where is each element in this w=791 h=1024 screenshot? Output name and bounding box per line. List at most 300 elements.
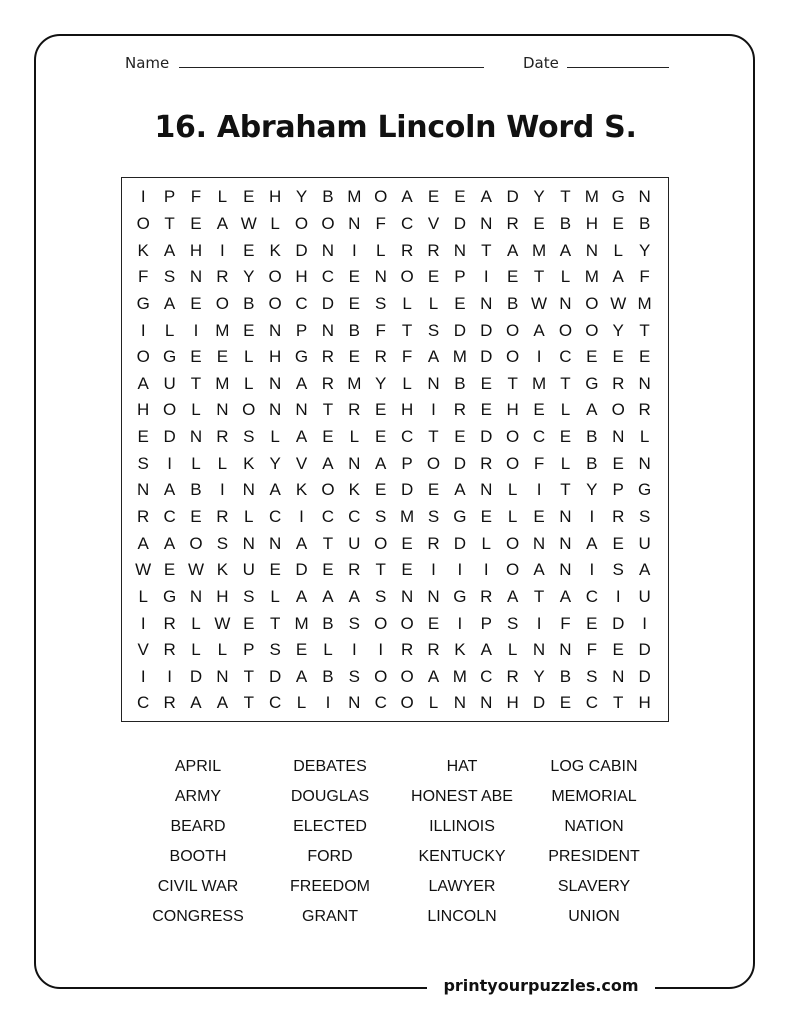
grid-letter: K (269, 240, 281, 260)
grid-letter: H (638, 693, 651, 713)
grid-letter: N (189, 427, 203, 447)
grid-letter: S (269, 640, 281, 660)
grid-letter: I (483, 560, 489, 580)
grid-letter: A (586, 400, 598, 420)
grid-letter: I (140, 187, 146, 207)
grid-letter: S (612, 560, 624, 580)
grid-letter: R (427, 640, 440, 660)
grid-letter: L (481, 533, 491, 553)
grid-letter: P (612, 480, 624, 500)
grid-letter: L (402, 293, 412, 313)
grid-letter: L (428, 693, 439, 713)
grid-letter: S (348, 666, 360, 686)
word-list-item: HONEST ABE (411, 788, 513, 805)
grid-letter: N (269, 320, 282, 340)
grid-letter: T (243, 693, 254, 713)
grid-letter: H (506, 693, 519, 713)
grid-letter: S (137, 453, 149, 473)
grid-letter: E (348, 347, 360, 367)
grid-letter: R (506, 213, 519, 233)
grid-letter: M (452, 347, 467, 367)
word-list-item: CONGRESS (152, 908, 244, 925)
grid-letter: T (322, 400, 334, 420)
grid-letter: N (638, 453, 651, 473)
grid-letter: O (215, 293, 229, 313)
date-label: Date (523, 54, 559, 72)
grid-letter: T (560, 480, 571, 500)
grid-letter: I (140, 613, 146, 633)
grid-letter: B (243, 293, 255, 313)
grid-letter: O (506, 533, 520, 553)
grid-letter: L (560, 400, 571, 420)
grid-letter: O (189, 533, 203, 553)
grid-letter: D (189, 666, 203, 686)
grid-letter: R (480, 586, 493, 606)
grid-letter: N (242, 480, 255, 500)
grid-letter: E (190, 347, 202, 367)
grid-letter: H (295, 267, 308, 287)
grid-letter: B (638, 213, 651, 233)
grid-letter: N (532, 640, 546, 660)
grid-letter: N (348, 693, 361, 713)
grid-letter: L (217, 187, 228, 207)
grid-letter: E (480, 373, 492, 393)
footer-site: printyourpuzzles.com (443, 976, 639, 995)
grid-letter: N (427, 373, 440, 393)
grid-letter: I (431, 560, 436, 580)
grid-letter: A (322, 586, 334, 606)
grid-letter: B (586, 453, 598, 473)
grid-letter: N (559, 507, 572, 526)
grid-letter: D (638, 666, 651, 686)
grid-letter: E (163, 560, 176, 580)
word-list-item: HAT (446, 758, 478, 775)
grid-letter: O (506, 453, 520, 473)
grid-letter: T (243, 666, 254, 686)
grid-letter: T (164, 213, 175, 233)
word-list-item: ELECTED (293, 818, 367, 835)
grid-letter: B (322, 187, 334, 207)
grid-letter: M (637, 293, 652, 313)
grid-letter: D (612, 613, 625, 633)
grid-letter: E (506, 267, 519, 287)
grid-letter: D (506, 187, 519, 207)
grid-letter: L (191, 400, 201, 420)
grid-letter: T (401, 320, 413, 340)
grid-letter: R (216, 427, 229, 447)
grid-letter: Y (269, 453, 281, 473)
grid-letter: O (321, 213, 335, 233)
grid-letter: O (400, 267, 414, 287)
grid-letter: E (322, 427, 334, 447)
grid-letter: N (480, 213, 493, 233)
grid-letter: N (559, 533, 572, 553)
grid-letter: A (295, 427, 308, 447)
grid-letter: A (533, 560, 545, 580)
grid-letter: I (325, 693, 331, 713)
grid-letter: N (453, 693, 467, 713)
grid-letter: D (321, 293, 335, 313)
grid-letter: I (220, 480, 225, 500)
grid-letter: K (454, 640, 466, 660)
grid-letter: S (348, 613, 360, 633)
grid-letter: V (427, 213, 440, 233)
grid-letter: O (400, 693, 414, 713)
grid-letter: N (585, 240, 598, 260)
grid-letter: T (428, 427, 439, 447)
grid-letter: Y (243, 267, 255, 287)
grid-letter: L (639, 427, 650, 447)
grid-letter: E (427, 480, 440, 500)
grid-letter: N (321, 240, 335, 260)
grid-letter: R (163, 693, 176, 713)
grid-letter: N (216, 400, 229, 420)
grid-letter: A (295, 533, 308, 553)
grid-letter: Y (375, 373, 387, 393)
grid-letter: O (400, 613, 414, 633)
word-list-item: DOUGLAS (290, 788, 370, 805)
grid-letter: N (321, 320, 335, 340)
grid-letter: C (137, 693, 150, 713)
grid-letter: B (322, 666, 334, 686)
grid-letter: I (536, 480, 542, 500)
grid-letter: O (374, 187, 388, 207)
grid-letter: U (242, 560, 255, 580)
grid-letter: F (560, 613, 571, 633)
grid-letter: T (639, 320, 650, 340)
grid-letter: R (216, 507, 229, 526)
grid-letter: R (480, 453, 493, 473)
grid-letter: E (243, 613, 255, 633)
grid-letter: G (611, 187, 625, 207)
word-list-item: KENTUCKY (418, 848, 506, 865)
grid-letter: G (136, 293, 150, 313)
grid-letter: D (453, 533, 467, 553)
grid-letter: F (190, 187, 202, 207)
grid-letter: A (216, 213, 229, 233)
grid-letter: I (220, 240, 225, 260)
grid-letter: Y (586, 480, 598, 500)
grid-letter: I (167, 666, 172, 686)
grid-letter: L (613, 240, 623, 260)
word-list-item: APRIL (174, 758, 222, 775)
grid-letter: E (612, 347, 624, 367)
grid-letter: R (163, 613, 176, 633)
grid-letter: M (294, 613, 309, 633)
grid-letter: F (586, 640, 598, 660)
grid-letter: N (559, 640, 572, 660)
grid-letter: A (401, 187, 413, 207)
grid-letter: E (533, 213, 545, 233)
grid-letter: A (216, 693, 229, 713)
grid-letter: E (533, 400, 545, 420)
grid-letter: A (295, 586, 308, 606)
grid-letter: B (190, 480, 202, 500)
grid-letter: E (269, 560, 281, 580)
grid-letter: S (586, 666, 598, 686)
grid-letter: N (242, 533, 255, 553)
grid-letter: A (506, 240, 519, 260)
grid-letter: A (586, 533, 598, 553)
grid-letter: R (321, 373, 335, 393)
grid-letter: A (559, 240, 572, 260)
grid-letter: N (216, 666, 229, 686)
grid-letter: H (216, 586, 229, 606)
grid-letter: A (480, 187, 492, 207)
grid-letter: N (295, 400, 308, 420)
grid-letter: N (137, 480, 150, 500)
grid-letter: E (427, 613, 440, 633)
grid-letter: T (507, 373, 518, 393)
grid-letter: O (506, 560, 520, 580)
grid-letter: P (295, 320, 308, 340)
grid-letter: I (193, 320, 199, 340)
grid-letter: L (428, 293, 439, 313)
grid-letter: B (322, 613, 334, 633)
grid-letter: N (189, 267, 203, 287)
grid-letter: K (348, 480, 360, 500)
grid-letter: O (611, 400, 625, 420)
grid-letter: A (137, 533, 149, 553)
grid-letter: R (427, 240, 440, 260)
grid-letter: W (187, 560, 204, 580)
grid-letter: I (589, 507, 595, 526)
grid-letter: N (480, 293, 493, 313)
grid-letter: E (401, 533, 413, 553)
grid-letter: A (295, 373, 308, 393)
grid-letter: S (427, 320, 440, 340)
grid-letter: G (162, 586, 177, 606)
grid-letter: D (295, 560, 308, 580)
grid-letter: L (270, 427, 280, 447)
grid-letter: E (295, 640, 308, 660)
grid-letter: S (243, 586, 255, 606)
name-line (179, 67, 484, 68)
grid-letter: E (638, 347, 651, 367)
grid-letter: N (638, 373, 651, 393)
puzzle-title: 16. Abraham Lincoln Word S. (154, 110, 637, 145)
grid-letter: E (243, 240, 255, 260)
grid-letter: L (402, 373, 412, 393)
grid-letter: O (374, 613, 388, 633)
grid-letter: E (190, 213, 202, 233)
grid-letter: E (348, 267, 360, 287)
grid-letter: O (558, 320, 573, 340)
date-line (567, 67, 669, 68)
grid-letter: O (136, 213, 150, 233)
grid-letter: C (348, 507, 361, 526)
grid-letter: D (163, 427, 176, 447)
grid-letter: I (483, 267, 489, 287)
grid-letter: O (374, 533, 388, 553)
grid-letter: M (584, 187, 599, 207)
grid-letter: Y (533, 187, 545, 207)
grid-letter: P (480, 613, 492, 633)
grid-letter: I (299, 507, 304, 526)
grid-letter: L (191, 640, 201, 660)
grid-letter: R (453, 400, 467, 420)
grid-letter: O (426, 453, 441, 473)
grid-letter: E (454, 427, 466, 447)
grid-letter: U (163, 373, 176, 393)
grid-letter: L (138, 586, 148, 606)
grid-letter: C (585, 586, 598, 606)
grid-letter: P (163, 187, 176, 207)
grid-letter: E (559, 693, 572, 713)
grid-letter: N (374, 267, 387, 287)
grid-letter: E (401, 560, 413, 580)
letter-grid (130, 184, 658, 717)
grid-letter: N (189, 586, 203, 606)
grid-letter: W (531, 293, 548, 313)
grid-letter: S (506, 613, 519, 633)
grid-letter: E (612, 213, 624, 233)
grid-letter: L (244, 373, 254, 393)
grid-letter: C (400, 427, 414, 447)
grid-letter: O (506, 427, 520, 447)
grid-letter: W (214, 613, 231, 633)
grid-letter: R (348, 560, 361, 580)
grid-letter: L (349, 427, 360, 447)
grid-letter: Y (533, 666, 545, 686)
grid-letter: H (189, 240, 203, 260)
grid-letter: N (348, 453, 361, 473)
word-list-item: DEBATES (293, 758, 367, 775)
grid-letter: R (137, 507, 150, 526)
grid-letter: I (140, 320, 146, 340)
grid-letter: I (457, 560, 463, 580)
grid-letter: D (453, 213, 467, 233)
grid-letter: N (453, 240, 467, 260)
grid-letter: V (137, 640, 149, 660)
grid-letter: E (586, 613, 598, 633)
grid-letter: B (559, 213, 572, 233)
grid-letter: H (269, 347, 282, 367)
grid-letter: N (612, 666, 625, 686)
grid-letter: E (480, 400, 492, 420)
grid-letter: A (506, 586, 519, 606)
grid-letter: I (615, 586, 621, 606)
grid-letter: R (612, 507, 625, 526)
grid-letter: C (321, 267, 335, 287)
word-list-item: MEMORIAL (551, 788, 637, 805)
grid-letter: M (531, 240, 547, 260)
grid-letter: S (375, 586, 387, 606)
grid-letter: W (610, 293, 627, 313)
grid-letter: E (586, 347, 598, 367)
grid-letter: E (216, 347, 229, 367)
grid-letter: A (427, 666, 440, 686)
grid-letter: O (162, 400, 177, 420)
grid-letter: T (533, 267, 545, 287)
grid-letter: N (400, 586, 414, 606)
grid-letter: L (507, 640, 518, 660)
grid-letter: A (612, 267, 624, 287)
grid-letter: T (613, 693, 624, 713)
grid-letter: C (532, 427, 546, 447)
grid-letter: B (348, 320, 360, 340)
word-list-item: FORD (307, 848, 353, 865)
grid-letter: R (427, 533, 440, 553)
grid-letter: S (216, 533, 229, 553)
grid-letter: A (163, 240, 176, 260)
grid-letter: N (480, 693, 493, 713)
grid-letter: A (163, 293, 176, 313)
grid-letter: T (269, 613, 281, 633)
grid-letter: T (560, 187, 571, 207)
grid-letter: U (638, 586, 651, 606)
grid-letter: R (400, 240, 414, 260)
word-list-item: BEARD (170, 818, 226, 835)
grid-letter: E (243, 187, 255, 207)
grid-letter: D (480, 347, 493, 367)
grid-letter: C (321, 507, 335, 526)
grid-letter: I (457, 613, 463, 633)
grid-letter: R (612, 373, 625, 393)
grid-letter: L (507, 480, 518, 500)
grid-letter: A (454, 480, 466, 500)
grid-letter: T (190, 373, 202, 393)
grid-letter: T (533, 586, 545, 606)
grid-letter: L (560, 453, 571, 473)
grid-letter: M (452, 666, 467, 686)
word-list-item: ILLINOIS (429, 818, 495, 835)
word-list-item: SLAVERY (557, 878, 631, 895)
grid-letter: L (244, 507, 254, 526)
grid-letter: A (638, 560, 651, 580)
grid-letter: A (163, 533, 176, 553)
word-list-item: LINCOLN (427, 908, 497, 925)
grid-letter: G (585, 373, 599, 393)
grid-letter: I (536, 613, 542, 633)
grid-letter: P (243, 640, 255, 660)
grid-letter: E (559, 427, 572, 447)
grid-letter: N (612, 427, 625, 447)
grid-letter: C (585, 693, 598, 713)
grid-letter: R (163, 640, 176, 660)
grid-letter: I (351, 240, 357, 260)
grid-letter: E (190, 293, 202, 313)
grid-letter: T (375, 560, 386, 580)
grid-letter: O (268, 267, 282, 287)
grid-letter: S (163, 267, 176, 287)
word-list-item: ARMY (174, 788, 222, 805)
grid-letter: I (140, 666, 146, 686)
grid-letter: E (612, 640, 624, 660)
word-list-item: LAWYER (428, 878, 496, 895)
grid-letter: C (559, 347, 572, 367)
grid-letter: B (559, 666, 572, 686)
grid-letter: L (270, 586, 280, 606)
grid-letter: G (638, 480, 652, 500)
grid-letter: G (294, 347, 309, 367)
grid-letter: H (137, 400, 150, 420)
grid-letter: L (375, 240, 386, 260)
grid-letter: T (560, 373, 571, 393)
grid-letter: F (639, 267, 650, 287)
grid-letter: H (269, 187, 282, 207)
grid-letter: W (240, 213, 257, 233)
grid-letter: O (242, 400, 256, 420)
grid-letter: F (375, 320, 386, 340)
grid-letter: R (374, 347, 387, 367)
grid-letter: I (378, 640, 384, 660)
grid-letter: H (400, 400, 414, 420)
word-list-item: LOG CABIN (550, 758, 638, 775)
grid-letter: N (559, 293, 572, 313)
grid-letter: C (400, 213, 414, 233)
grid-letter: M (215, 373, 230, 393)
